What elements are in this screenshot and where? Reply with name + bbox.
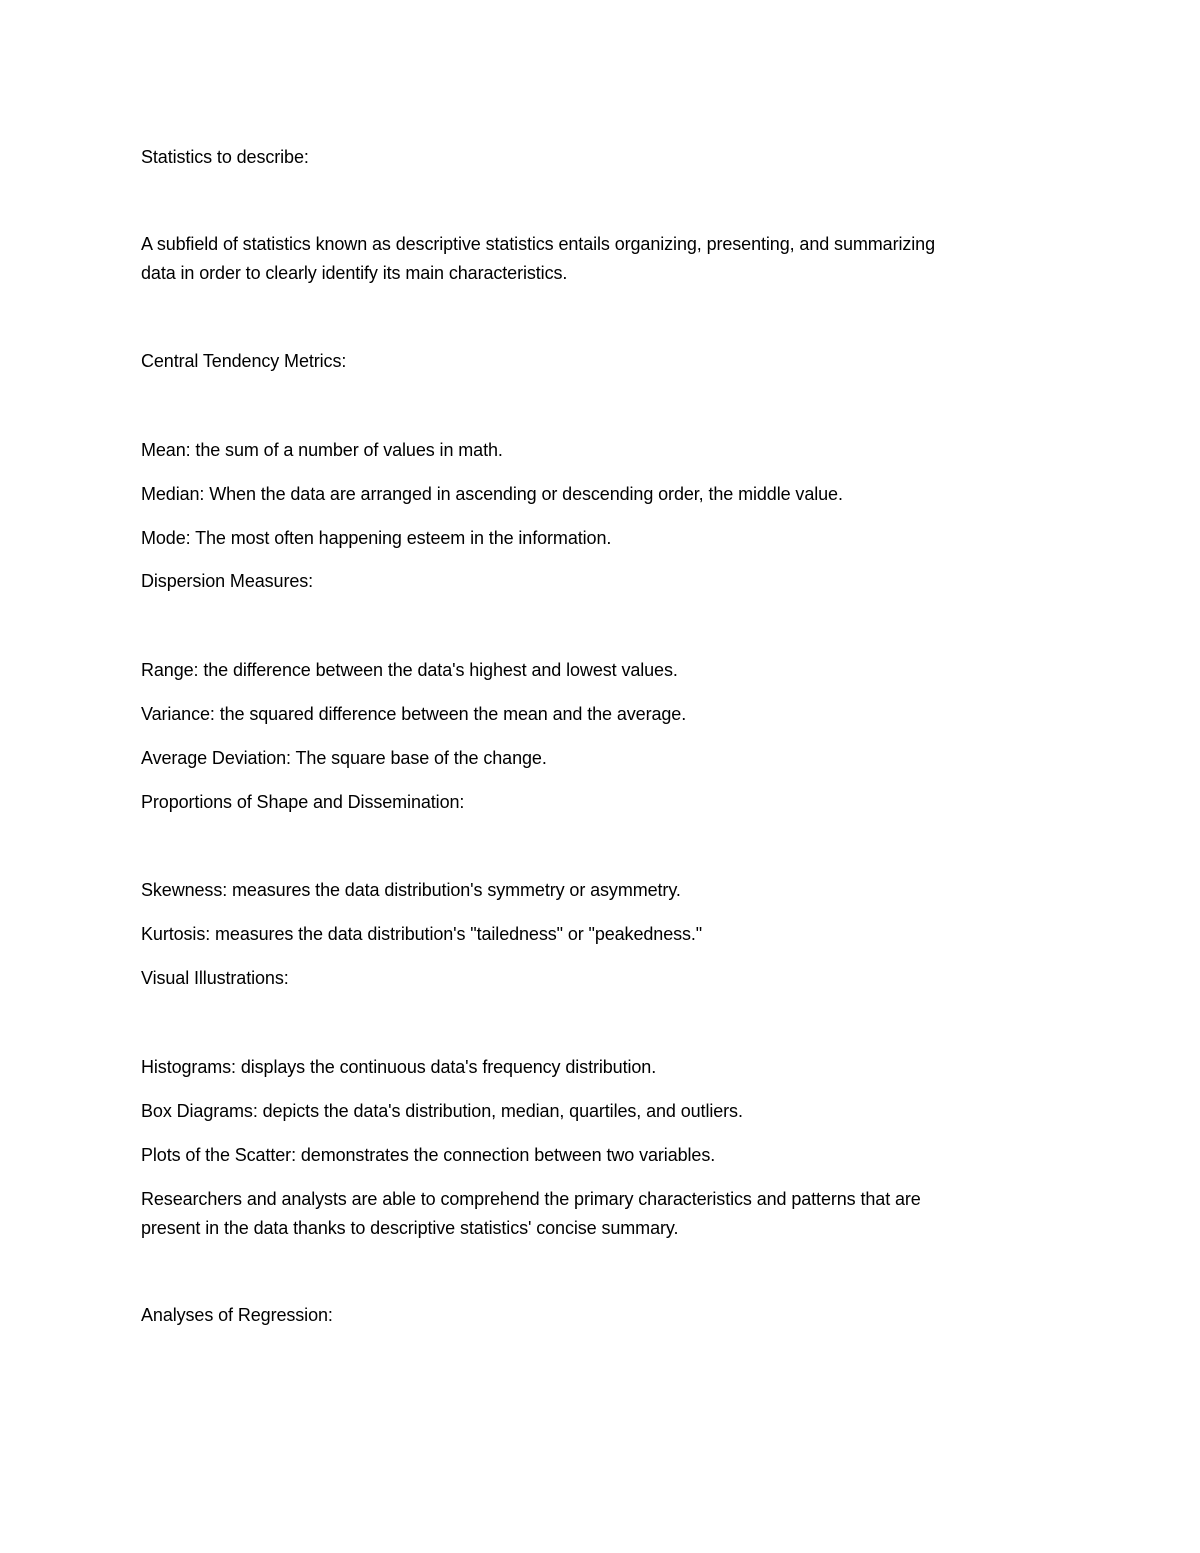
item-kurtosis: Kurtosis: measures the data distribution's "tailedness" or "peakedness." (141, 924, 703, 944)
summary-line-1: Researchers and analysts are able to comprehend the primary characteristics and patterns that are (141, 1189, 921, 1209)
intro-line-2: data in order to clearly identify its main characteristics. (141, 263, 568, 283)
item-histograms: Histograms: displays the continuous data's frequency distribution. (141, 1057, 657, 1077)
item-range: Range: the difference between the data's highest and lowest values. (141, 660, 678, 680)
heading-shape: Proportions of Shape and Dissemination: (141, 792, 465, 812)
item-mean: Mean: the sum of a number of values in math. (141, 440, 503, 460)
item-box-diagrams: Box Diagrams: depicts the data's distribution, median, quartiles, and outliers. (141, 1101, 743, 1121)
item-scatter: Plots of the Scatter: demonstrates the connection between two variables. (141, 1145, 716, 1165)
item-average-deviation: Average Deviation: The square base of the change. (141, 748, 547, 768)
heading-regression: Analyses of Regression: (141, 1305, 333, 1325)
item-variance: Variance: the squared difference between the mean and the average. (141, 704, 687, 724)
heading-central-tendency: Central Tendency Metrics: (141, 351, 347, 371)
item-skewness: Skewness: measures the data distribution's symmetry or asymmetry. (141, 880, 681, 900)
intro-line-1: A subfield of statistics known as descriptive statistics entails organizing, presenting, and summarizing (141, 234, 935, 254)
heading-statistics: Statistics to describe: (141, 147, 309, 167)
summary-line-2: present in the data thanks to descriptive statistics' concise summary. (141, 1218, 679, 1238)
heading-dispersion: Dispersion Measures: (141, 571, 314, 591)
heading-visual: Visual Illustrations: (141, 968, 289, 988)
item-median: Median: When the data are arranged in ascending or descending order, the middle value. (141, 484, 843, 504)
item-mode: Mode: The most often happening esteem in the information. (141, 528, 612, 548)
